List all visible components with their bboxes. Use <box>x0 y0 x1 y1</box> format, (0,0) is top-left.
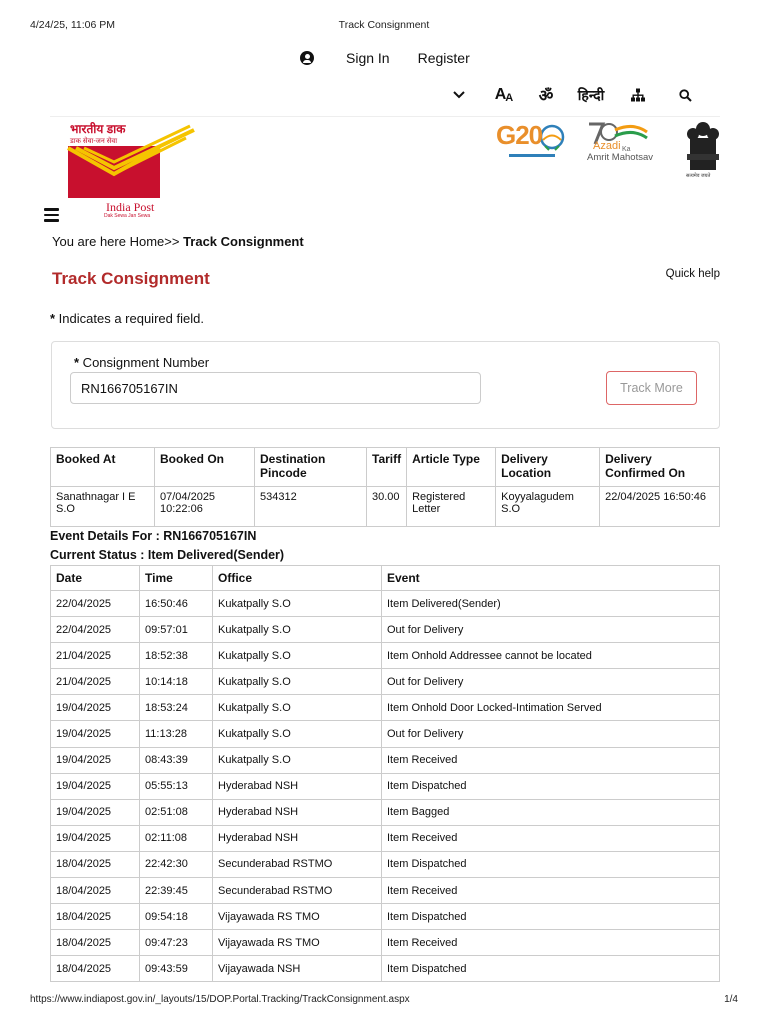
event-description: Item Onhold Addressee cannot be located <box>382 643 720 669</box>
consignment-required-asterisk: * <box>74 355 80 370</box>
event-details-heading: Event Details For : RN166705167IN <box>50 529 257 543</box>
event-description: Item Received <box>382 747 720 773</box>
table-row <box>51 617 720 643</box>
event-time: 22:39:45 <box>140 878 213 904</box>
logo-tagline: Dak Sewa Jan Sewa <box>104 213 151 219</box>
page-title: Track Consignment <box>52 269 210 288</box>
event-date: 22/04/2025 <box>51 617 140 643</box>
header-booked-on: Booked On <box>155 448 255 487</box>
tariff-value: 30.00 <box>367 487 407 527</box>
event-description: Out for Delivery <box>382 721 720 747</box>
table-row <box>51 878 720 904</box>
event-time: 02:51:08 <box>140 799 213 825</box>
logo-hindi-name: भारतीय डाक <box>70 122 126 136</box>
chevron-down-icon[interactable] <box>448 84 470 106</box>
table-row <box>51 669 720 695</box>
header-delivery-confirmed-on: Delivery Confirmed On <box>600 448 720 487</box>
event-time: 16:50:46 <box>140 591 213 617</box>
article-type-value: Registered Letter <box>407 487 496 527</box>
auth-bar <box>300 48 498 68</box>
event-description: Out for Delivery <box>382 669 720 695</box>
table-row <box>51 904 720 930</box>
india-post-logo[interactable] <box>66 124 196 220</box>
consignment-number-input[interactable] <box>70 372 481 404</box>
delivery-confirmed-on-value: 22/04/2025 16:50:46 <box>600 487 720 527</box>
track-form <box>51 341 720 429</box>
event-description: Item Onhold Door Locked-Intimation Served <box>382 695 720 721</box>
print-header <box>30 19 738 33</box>
sign-in-link[interactable]: Sign In <box>346 50 390 66</box>
table-row <box>51 591 720 617</box>
breadcrumb <box>52 234 304 249</box>
event-date: 19/04/2025 <box>51 773 140 799</box>
print-url: https://www.indiapost.gov.in/_layouts/15/DOP.Portal.Tracking/TrackConsignment.aspx <box>30 994 410 1005</box>
event-date: 19/04/2025 <box>51 695 140 721</box>
event-description: Item Received <box>382 878 720 904</box>
event-description: Item Dispatched <box>382 773 720 799</box>
event-office: Hyderabad NSH <box>213 825 382 851</box>
booking-details-table <box>50 447 720 527</box>
print-page-number: 1/4 <box>724 994 738 1005</box>
current-status-heading: Current Status : Item Delivered(Sender) <box>50 548 285 562</box>
event-office: Kukatpally S.O <box>213 721 382 747</box>
track-more-button[interactable]: Track More <box>606 371 697 405</box>
event-description: Item Received <box>382 930 720 956</box>
print-footer <box>30 994 738 1008</box>
search-icon[interactable] <box>676 84 694 106</box>
booked-on-value: 07/04/2025 10:22:06 <box>155 487 255 527</box>
azadi-word: Azadi <box>593 140 621 152</box>
table-row <box>51 956 720 982</box>
table-row <box>51 643 720 669</box>
table-row <box>51 799 720 825</box>
table-row <box>51 930 720 956</box>
register-link[interactable]: Register <box>417 50 470 66</box>
event-office: Secunderabad RSTMO <box>213 851 382 877</box>
amrit-mahotsav-word: Amrit Mahotsav <box>587 152 653 163</box>
national-emblem <box>684 120 722 182</box>
table-row <box>51 773 720 799</box>
accessibility-icon[interactable]: ॐ <box>538 88 554 105</box>
events-header-row <box>51 566 720 591</box>
event-description: Out for Delivery <box>382 617 720 643</box>
event-office: Hyderabad NSH <box>213 799 382 825</box>
toolbar <box>448 84 694 106</box>
event-time: 22:42:30 <box>140 851 213 877</box>
table-row <box>51 851 720 877</box>
table-row <box>51 721 720 747</box>
event-office: Kukatpally S.O <box>213 617 382 643</box>
azadi-ka-word: Ka <box>622 146 631 153</box>
event-time: 09:54:18 <box>140 904 213 930</box>
event-office: Kukatpally S.O <box>213 643 382 669</box>
event-date: 18/04/2025 <box>51 851 140 877</box>
hindi-language-link[interactable]: हिन्दी <box>577 86 605 103</box>
event-time: 09:47:23 <box>140 930 213 956</box>
event-date: 22/04/2025 <box>51 591 140 617</box>
booked-at-value: Sanathnagar I E S.O <box>51 487 155 527</box>
event-time: 08:43:39 <box>140 747 213 773</box>
breadcrumb-current: Track Consignment <box>183 234 304 249</box>
emblem-caption: सत्यमेव जयते <box>686 173 711 179</box>
event-office: Kukatpally S.O <box>213 591 382 617</box>
booking-row <box>51 487 720 527</box>
event-office: Secunderabad RSTMO <box>213 878 382 904</box>
event-date: 21/04/2025 <box>51 643 140 669</box>
event-office: Vijayawada RS TMO <box>213 930 382 956</box>
print-title: Track Consignment <box>338 19 430 31</box>
header-destination-pincode: Destination Pincode <box>255 448 367 487</box>
header-time: Time <box>140 566 213 591</box>
g20-logo <box>495 120 570 166</box>
print-date: 4/24/25, 11:06 PM <box>30 19 116 31</box>
event-description: Item Delivered(Sender) <box>382 591 720 617</box>
event-description: Item Dispatched <box>382 851 720 877</box>
event-time: 02:11:08 <box>140 825 213 851</box>
event-date: 18/04/2025 <box>51 904 140 930</box>
event-date: 18/04/2025 <box>51 878 140 904</box>
header-event: Event <box>382 566 720 591</box>
header-article-type: Article Type <box>407 448 496 487</box>
event-date: 21/04/2025 <box>51 669 140 695</box>
azadi-ka-amrit-mahotsav-logo <box>585 120 663 168</box>
event-date: 19/04/2025 <box>51 721 140 747</box>
destination-pincode-value: 534312 <box>255 487 367 527</box>
event-date: 19/04/2025 <box>51 825 140 851</box>
logo-hindi-sub: डाक सेवा-जन सेवा <box>70 138 118 145</box>
event-time: 18:53:24 <box>140 695 213 721</box>
event-description: Item Received <box>382 825 720 851</box>
header-delivery-location: Delivery Location <box>496 448 600 487</box>
required-asterisk: * <box>50 311 56 326</box>
header-divider <box>50 116 720 117</box>
g20-text: G20 <box>496 120 543 150</box>
event-office: Hyderabad NSH <box>213 773 382 799</box>
header-tariff: Tariff <box>367 448 407 487</box>
event-office: Vijayawada NSH <box>213 956 382 982</box>
delivery-location-value: Koyyalagudem S.O <box>496 487 600 527</box>
table-row <box>51 825 720 851</box>
event-date: 19/04/2025 <box>51 799 140 825</box>
event-time: 09:43:59 <box>140 956 213 982</box>
event-time: 11:13:28 <box>140 721 213 747</box>
event-date: 18/04/2025 <box>51 956 140 982</box>
consignment-number-label <box>74 355 209 370</box>
event-office: Kukatpally S.O <box>213 695 382 721</box>
event-office: Vijayawada RS TMO <box>213 904 382 930</box>
header-office: Office <box>213 566 382 591</box>
logo-name: India Post <box>106 200 155 214</box>
event-date: 19/04/2025 <box>51 747 140 773</box>
booking-header-row <box>51 448 720 487</box>
event-time: 05:55:13 <box>140 773 213 799</box>
consignment-label-text: Consignment Number <box>79 355 210 370</box>
user-circle-icon <box>300 51 314 65</box>
event-time: 18:52:38 <box>140 643 213 669</box>
table-row <box>51 695 720 721</box>
required-field-note <box>50 311 204 326</box>
event-office: Kukatpally S.O <box>213 747 382 773</box>
breadcrumb-prefix: You are here Home>> <box>52 234 184 249</box>
font-size-small-glyph: A <box>505 92 514 104</box>
event-time: 09:57:01 <box>140 617 213 643</box>
table-row <box>51 747 720 773</box>
quick-help-link[interactable]: Quick help <box>665 268 720 280</box>
event-description: Item Dispatched <box>382 956 720 982</box>
font-size-icon[interactable] <box>492 84 516 106</box>
header-booked-at: Booked At <box>51 448 155 487</box>
event-date: 18/04/2025 <box>51 930 140 956</box>
event-time: 10:14:18 <box>140 669 213 695</box>
sitemap-icon[interactable] <box>628 84 648 106</box>
event-description: Item Bagged <box>382 799 720 825</box>
event-office: Kukatpally S.O <box>213 669 382 695</box>
font-size-large-glyph: A <box>494 86 507 103</box>
event-description: Item Dispatched <box>382 904 720 930</box>
required-note-text: Indicates a required field. <box>55 311 204 326</box>
hamburger-menu-icon[interactable] <box>44 208 59 222</box>
events-table <box>50 565 720 982</box>
header-date: Date <box>51 566 140 591</box>
